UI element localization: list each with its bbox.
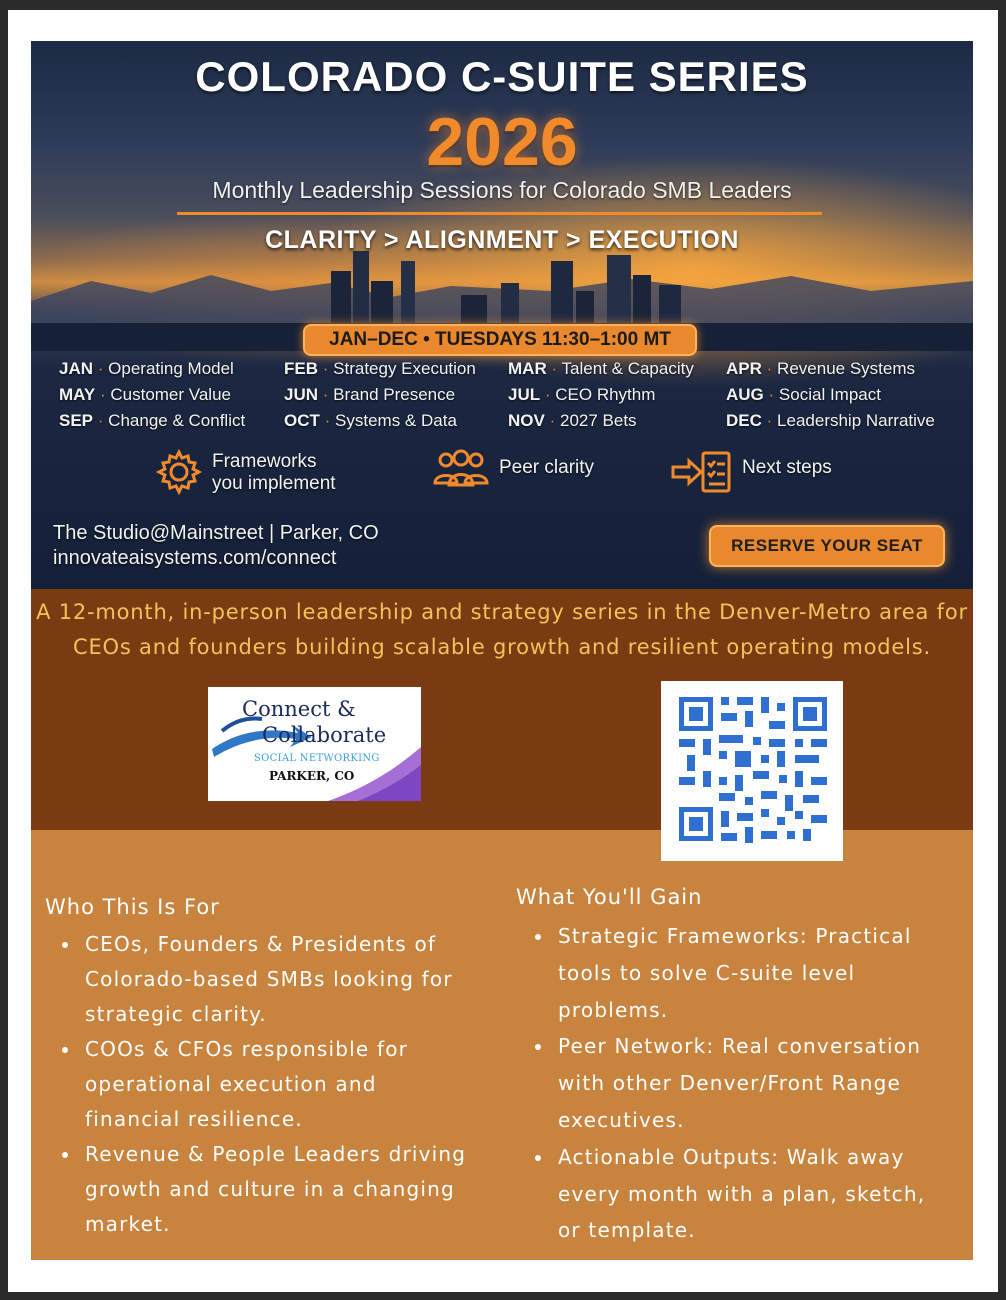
reserve-seat-button[interactable]: RESERVE YOUR SEAT [709,525,945,567]
series-title: COLORADO C-SUITE SERIES [195,53,809,100]
feature-peer-clarity [431,449,631,499]
month-topic: JUN · Brand Presence [284,385,456,404]
schedule-badge: JAN–DEC • TUESDAYS 11:30–1:00 MT [303,324,697,356]
series-description: A 12-month, in-person leadership and strategy series in the Denver-Metro area for CEOs and founders building scalable growth and resilient operating models. [36,600,968,659]
feature-label: Peer clarity [499,457,595,478]
who-list [45,927,485,1242]
qr-code-image [661,681,843,861]
month-topic: FEB · Strategy Execution [284,359,476,378]
month-topic: APR · Revenue Systems [726,359,915,378]
month-topic: SEP · Change & Conflict [59,411,246,430]
venue-url[interactable]: innovateaisystems.com/connect [53,547,337,569]
month-topic: JUL · CEO Rhythm [508,385,656,404]
list-item: COOs & CFOs responsible for operational execution and financial resilience. [45,1032,485,1137]
gear-icon [156,449,202,495]
list-item: Peer Network: Real conversation with other Denver/Front Range executives. [518,1028,958,1138]
flyer-page [8,10,998,1292]
list-item: CEOs, Founders & Presidents of Colorado-based SMBs looking for strategic clarity. [45,927,485,1032]
checklist-arrow-icon [671,449,733,495]
orange-divider [177,212,822,215]
people-icon [431,449,491,489]
month-topic: AUG · Social Impact [726,385,881,404]
details-band [31,830,973,1260]
series-tagline: CLARITY > ALIGNMENT > EXECUTION [265,226,739,254]
who-heading: Who This Is For [45,895,220,919]
series-year: 2026 [426,104,578,180]
feature-label: Frameworks [212,451,317,472]
month-topic: DEC · Leadership Narrative [726,411,935,430]
series-subtitle: Monthly Leadership Sessions for Colorado SMB Leaders [212,177,792,203]
venue-info [53,521,379,571]
list-item: Strategic Frameworks: Practical tools to solve C-suite level problems. [518,918,958,1028]
hero-banner [31,41,973,589]
connect-collaborate-logo: Connect & Collaborate SOCIAL NETWORKING PARKER, CO [208,687,421,801]
feature-next-steps [671,449,871,499]
month-topic: NOV · 2027 Bets [508,411,637,430]
venue-location: The Studio@Mainstreet | Parker, CO [53,522,379,544]
gain-list [518,918,958,1249]
feature-label: Next steps [742,457,832,478]
feature-frameworks [156,449,376,499]
list-item: Revenue & People Leaders driving growth and culture in a changing market. [45,1137,485,1242]
qr-code[interactable] [661,681,843,861]
month-topic: OCT · Systems & Data [284,411,457,430]
gain-heading: What You'll Gain [516,885,703,909]
list-item: Actionable Outputs: Walk away every month with a plan, sketch, or template. [518,1139,958,1249]
month-topic: JAN · Operating Model [59,359,234,378]
feature-label: you implement [212,473,336,494]
month-topic: MAR · Talent & Capacity [508,359,694,378]
monthly-topics-grid [59,359,959,439]
month-topic: MAY · Customer Value [59,385,231,404]
